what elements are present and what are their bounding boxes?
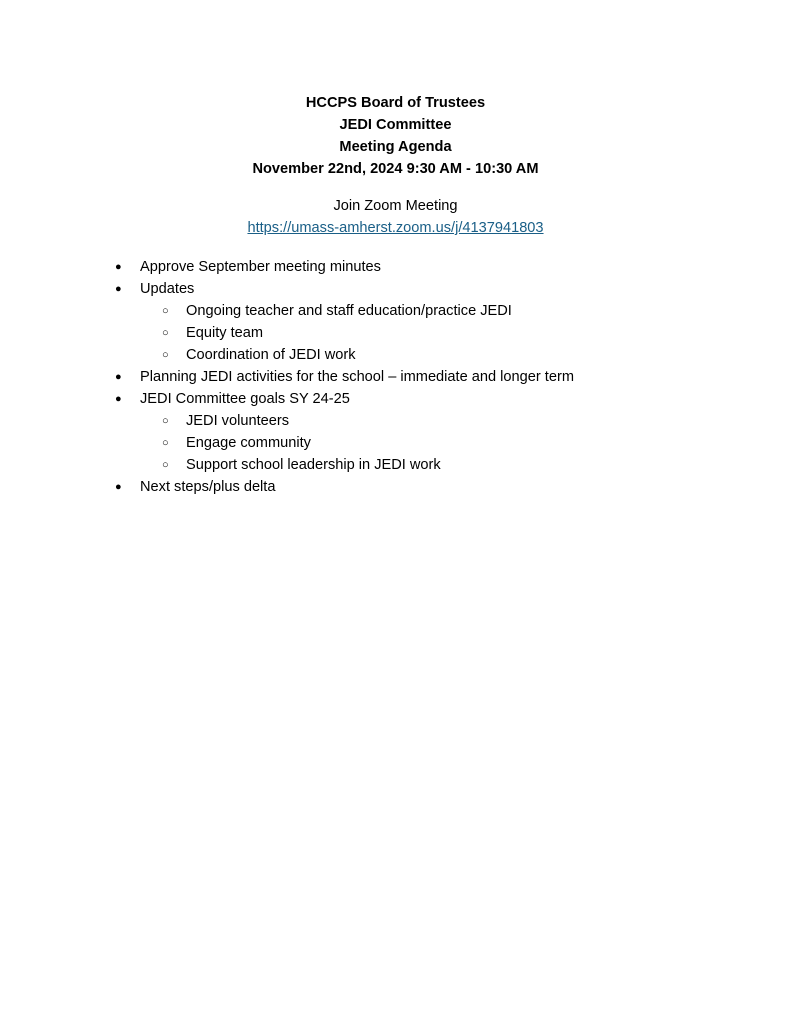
agenda-item-next-steps — [0, 476, 791, 498]
agenda-item-updates — [0, 278, 791, 300]
agenda-item-text: JEDI volunteers — [186, 413, 290, 429]
agenda-item-text: Approve September meeting minutes — [140, 259, 381, 275]
agenda-item-planning-activities — [0, 366, 791, 388]
agenda-item-text: Support school leadership in JEDI work — [186, 457, 441, 473]
bullet-icon: ● — [115, 261, 122, 273]
agenda-subitem-equity-team — [0, 322, 791, 344]
agenda-item-text: JEDI Committee goals SY 24-25 — [140, 391, 350, 407]
bullet-icon: ● — [115, 481, 122, 493]
hollow-bullet-icon: ○ — [162, 327, 169, 339]
agenda-subitem-volunteers — [0, 410, 791, 432]
agenda-subitem-ongoing-education — [0, 300, 791, 322]
agenda-item-text: Coordination of JEDI work — [186, 347, 356, 363]
agenda-item-approve-minutes — [0, 256, 791, 278]
agenda-item-text: Ongoing teacher and staff education/practice JEDI — [186, 303, 512, 319]
hollow-bullet-icon: ○ — [162, 437, 169, 449]
meeting-date-time: November 22nd, 2024 9:30 AM - 10:30 AM — [252, 161, 539, 177]
bullet-icon: ● — [115, 371, 122, 383]
bullet-icon: ● — [115, 283, 122, 295]
hollow-bullet-icon: ○ — [162, 349, 169, 361]
hollow-bullet-icon: ○ — [162, 415, 169, 427]
agenda-title: Meeting Agenda — [339, 139, 452, 155]
zoom-section — [0, 195, 791, 239]
agenda-item-text: Equity team — [186, 325, 264, 341]
agenda-subitem-coordination — [0, 344, 791, 366]
agenda-item-text: Updates — [140, 281, 195, 297]
zoom-meeting-link[interactable]: https://umass-amherst.zoom.us/j/4137941803 — [247, 220, 544, 236]
board-title: HCCPS Board of Trustees — [305, 95, 486, 111]
committee-title: JEDI Committee — [339, 117, 452, 133]
hollow-bullet-icon: ○ — [162, 305, 169, 317]
agenda-item-text: Planning JEDI activities for the school – immediate and longer term — [140, 369, 574, 385]
zoom-label: Join Zoom Meeting — [333, 198, 458, 214]
agenda-subitem-engage-community — [0, 432, 791, 454]
agenda-item-committee-goals — [0, 388, 791, 410]
agenda-item-text: Engage community — [186, 435, 311, 451]
agenda-item-text: Next steps/plus delta — [140, 479, 276, 495]
hollow-bullet-icon: ○ — [162, 459, 169, 471]
agenda-header — [0, 92, 791, 180]
agenda-list — [0, 256, 791, 498]
bullet-icon: ● — [115, 393, 122, 405]
agenda-subitem-support-leadership — [0, 454, 791, 476]
